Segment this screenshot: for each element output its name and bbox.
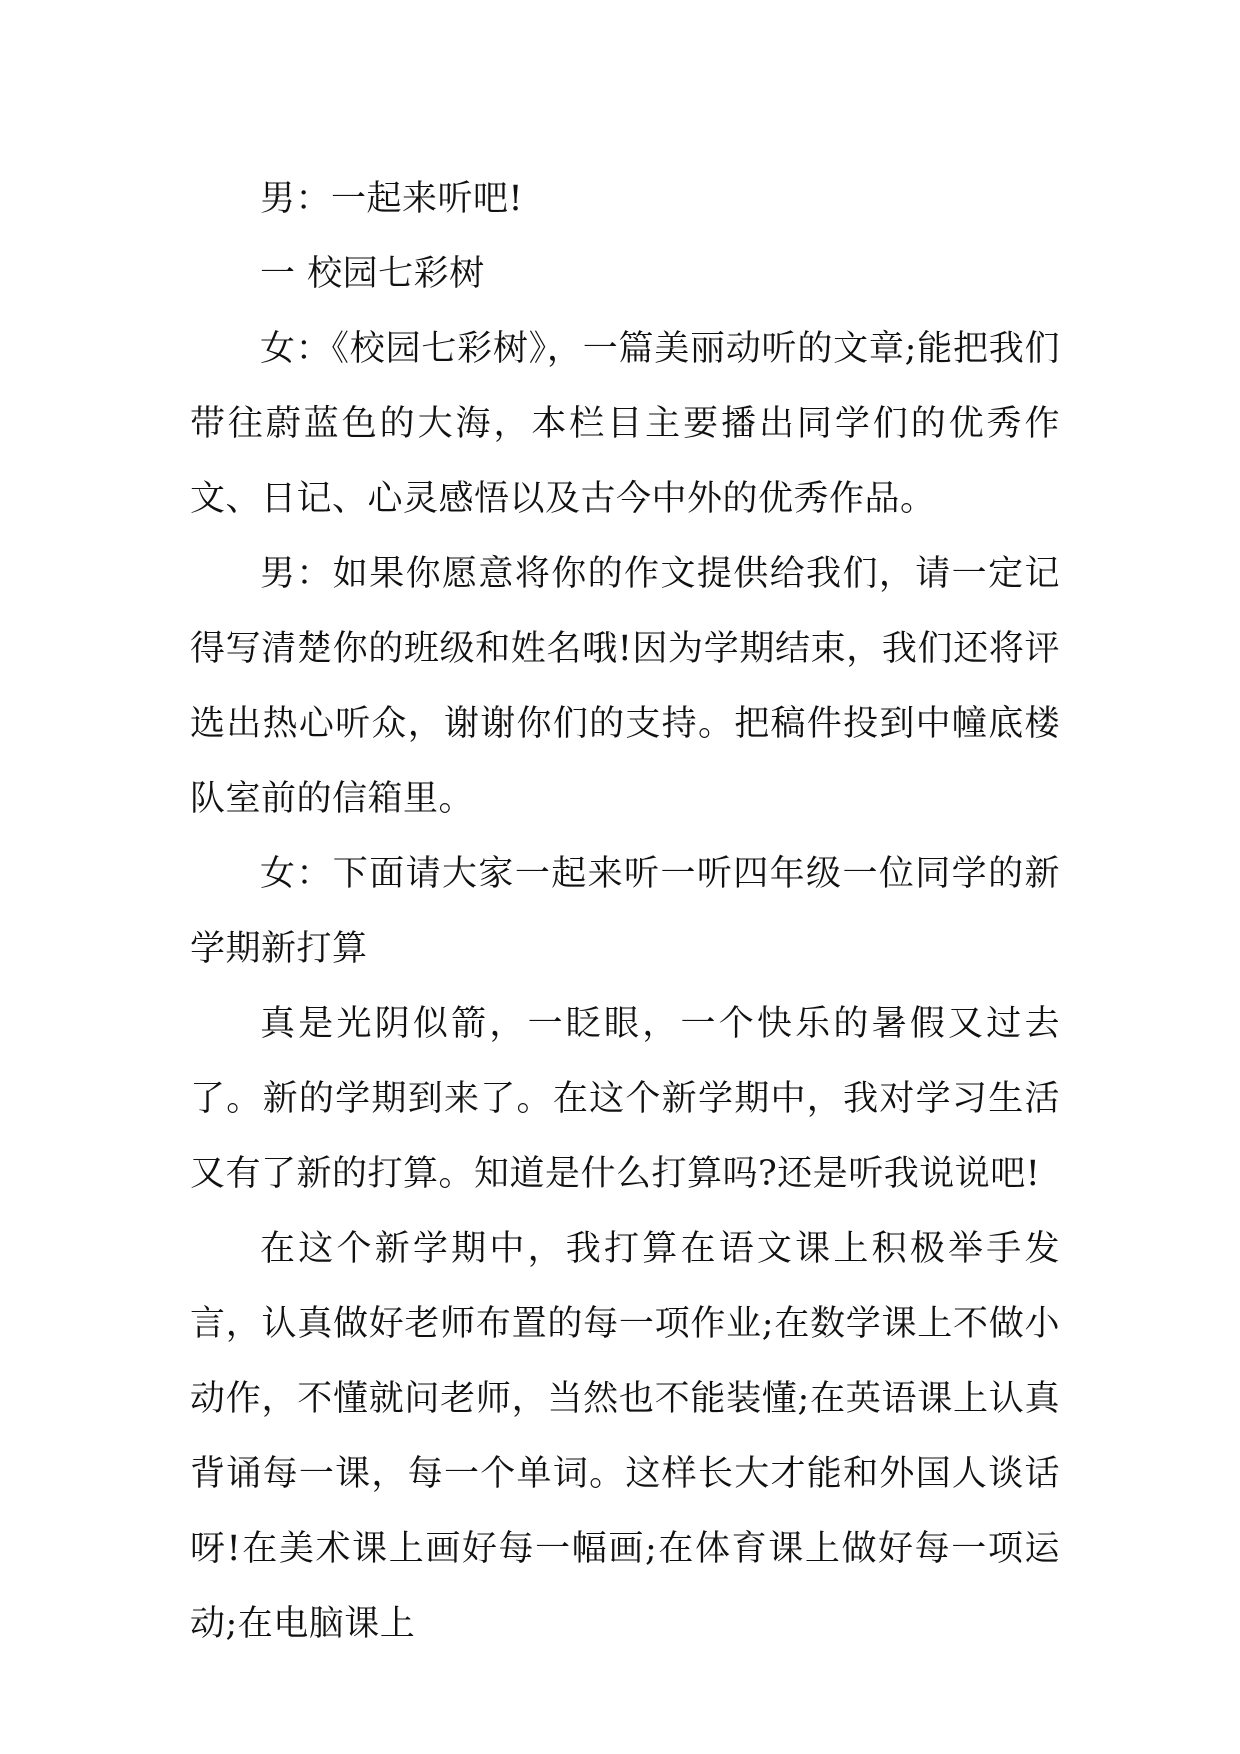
paragraph: 男：如果你愿意将你的作文提供给我们，请一定记得写清楚你的班级和姓名哦!因为学期结束，我们还将评选出热心听众，谢谢你们的支持。把稿件投到中幢底楼队室前的信箱里。 (190, 554, 1060, 819)
paragraph: 真是光阴似箭，一眨眼，一个快乐的暑假又过去了。新的学期到来了。在这个新学期中，我对学习生活又有了新的打算。知道是什么打算吗?还是听我说说吧! (190, 1004, 1060, 1194)
document-body (190, 162, 1060, 1662)
paragraph: 男：一起来听吧! (260, 179, 524, 219)
paragraph: 女：下面请大家一起来听一听四年级一位同学的新学期新打算 (190, 854, 1060, 969)
paragraph: 女：《校园七彩树》，一篇美丽动听的文章;能把我们带往蔚蓝色的大海，本栏目主要播出同学们的优秀作文、日记、心灵感悟以及古今中外的优秀作品。 (190, 329, 1060, 519)
section-heading: 一 校园七彩树 (260, 254, 485, 294)
paragraph: 在这个新学期中，我打算在语文课上积极举手发言，认真做好老师布置的每一项作业;在数学课上不做小动作，不懂就问老师，当然也不能装懂;在英语课上认真背诵每一课，每一个单词。这样长大才能和外国人谈话呀!在美术课上画好每一幅画;在体育课上做好每一项运动;在电脑课上 (190, 1229, 1060, 1644)
